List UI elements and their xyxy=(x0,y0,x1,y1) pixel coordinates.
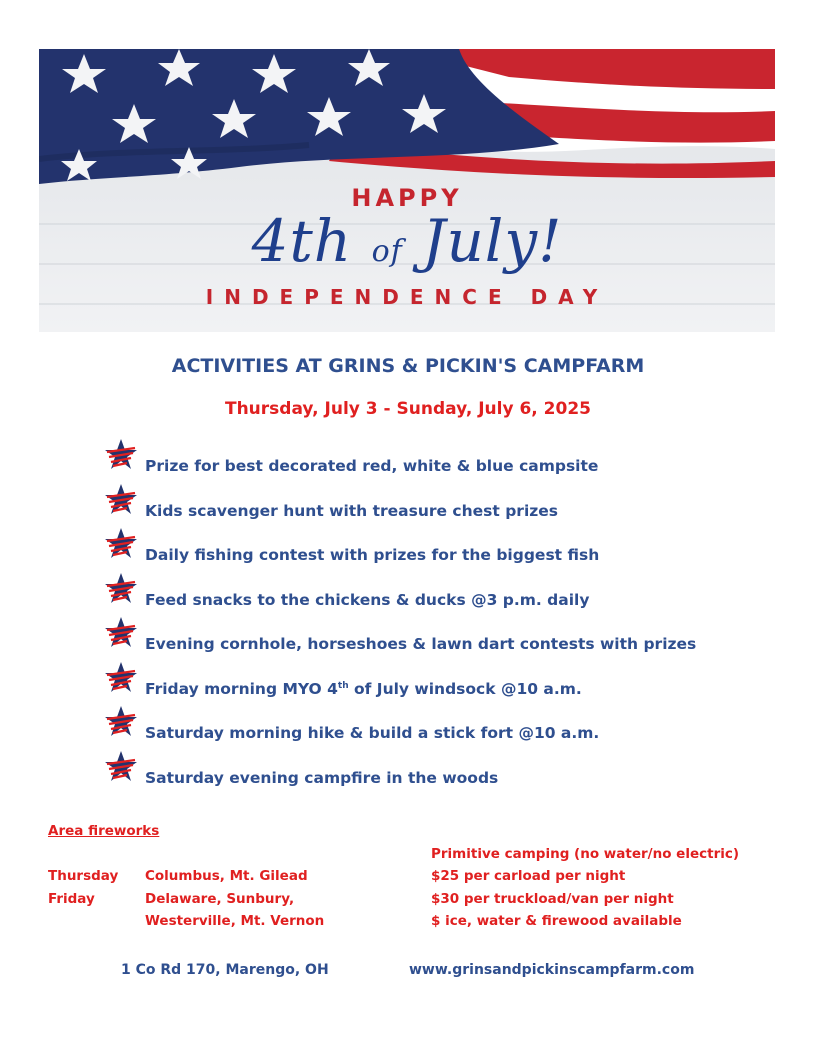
patriotic-star-icon xyxy=(104,527,138,559)
activity-text: Saturday evening campfire in the woods xyxy=(145,768,499,787)
activity-text xyxy=(145,680,582,698)
patriotic-star-icon xyxy=(104,661,138,693)
activity-text: Prize for best decorated red, white & blue campsite xyxy=(145,457,599,475)
fireworks-day: Thursday xyxy=(48,868,119,884)
activity-text-b: of July windsock @10 a.m. xyxy=(348,679,582,698)
fireworks-places: Columbus, Mt. Gilead xyxy=(145,868,308,884)
patriotic-star-icon xyxy=(104,483,138,515)
camping-price: $30 per truckload/van per night xyxy=(431,891,674,907)
activity-superscript: th xyxy=(337,680,349,691)
banner-script-4th: 4th xyxy=(251,207,353,275)
activity-text: Evening cornhole, horseshoes & lawn dart contests with prizes xyxy=(145,635,697,653)
banner-happy: HAPPY xyxy=(351,184,463,212)
fireworks-day: Friday xyxy=(48,891,95,907)
fireworks-places: Delaware, Sunbury, xyxy=(145,891,295,907)
banner-script-of: of xyxy=(371,234,403,269)
camping-amenities: $ ice, water & firewood available xyxy=(431,913,682,929)
page-title: ACTIVITIES AT GRINS & PICKIN'S CAMPFARM xyxy=(171,355,645,377)
fireworks-title: Area fireworks xyxy=(48,823,160,839)
activity-text-a: Friday morning MYO 4 xyxy=(145,679,338,698)
banner-script-title xyxy=(39,207,775,275)
activity-text: Kids scavenger hunt with treasure chest prizes xyxy=(145,501,559,520)
fireworks-places: Westerville, Mt. Vernon xyxy=(145,913,325,929)
patriotic-star-icon xyxy=(104,750,138,782)
patriotic-star-icon xyxy=(104,616,138,648)
activity-text: Feed snacks to the chickens & ducks @3 p.m. daily xyxy=(145,590,590,609)
camping-title: Primitive camping (no water/no electric) xyxy=(431,846,740,862)
event-dates: Thursday, July 3 - Sunday, July 6, 2025 xyxy=(224,399,591,419)
patriotic-star-icon xyxy=(104,572,138,604)
activity-text: Saturday morning hike & build a stick fort @10 a.m. xyxy=(145,724,600,742)
activity-text: Daily fishing contest with prizes for the biggest fish xyxy=(145,546,600,564)
banner-image xyxy=(39,49,775,332)
patriotic-star-icon xyxy=(104,438,138,470)
patriotic-star-icon xyxy=(104,705,138,737)
banner-independence-day: INDEPENDENCE DAY xyxy=(205,285,609,309)
banner-script-july: July! xyxy=(422,207,563,275)
camping-price: $25 per carload per night xyxy=(431,868,626,884)
address: 1 Co Rd 170, Marengo, OH xyxy=(121,962,329,978)
website-link[interactable]: www.grinsandpickinscampfarm.com xyxy=(409,962,695,978)
